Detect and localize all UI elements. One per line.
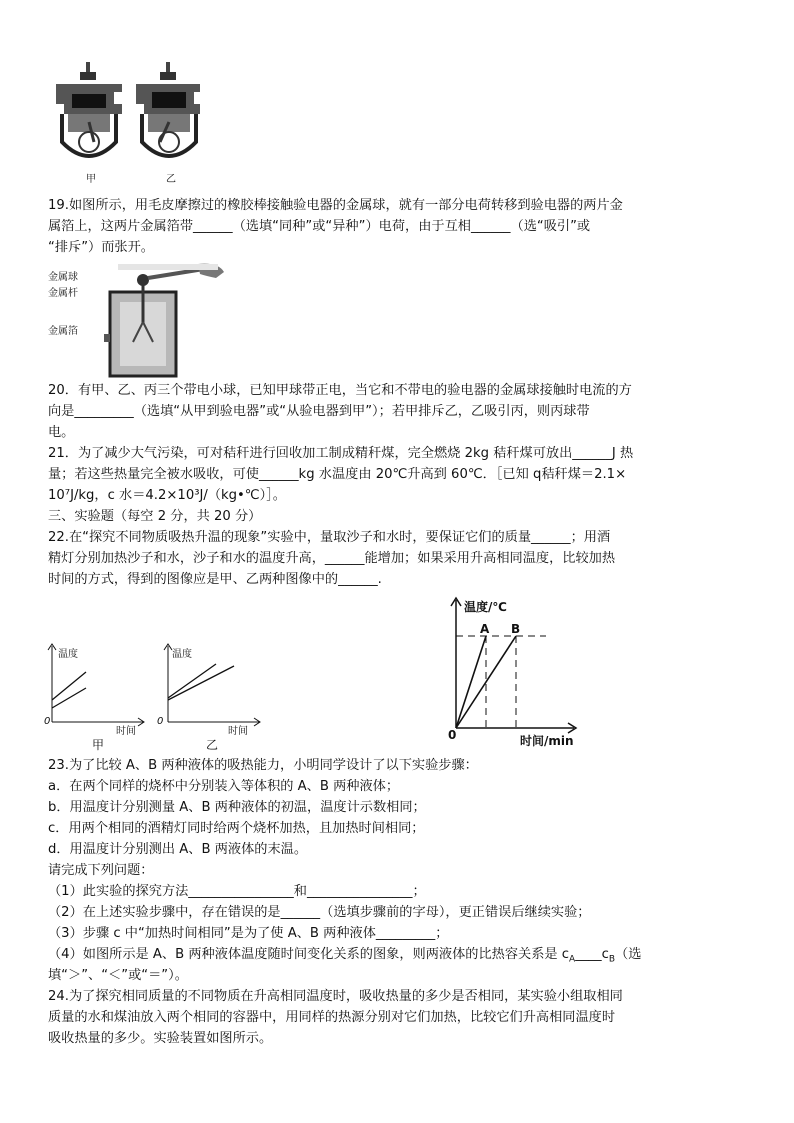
engine-right — [136, 62, 200, 156]
q23-sub-3: （3）步骤 c 中“加热时间相同”是为了使 A、B 两种液体_________； — [48, 926, 449, 941]
graph-yi-origin: 0 — [157, 716, 164, 727]
q21-line-2: 量；若这些热量完全被水吸收，可使______kg 水温度由 20℃升高到 60℃．［已知 q秸秆煤＝2.1× — [48, 467, 627, 482]
q23-sub-4-text: （4）如图所示是 A、B 两种液体温度随时间变化关系的图象，则两液体的比热容关系是 c — [48, 947, 570, 962]
q23-sub-4-tail: （选 — [615, 947, 642, 962]
q22-line-2: 精灯分别加热沙子和水，沙子和水的温度升高，______能增加；如果采用升高相同温度，比较加热 — [48, 551, 616, 566]
q22-line-3: 时间的方式，得到的图像应是甲、乙两种图像中的______. — [48, 572, 382, 587]
q24-line-2: 质量的水和煤油放入两个相同的容器中，用同样的热源分别对它们加热，比较它们升高相同温度时 — [48, 1010, 616, 1025]
q23-sub-4-sub-a: A — [569, 954, 576, 965]
graph-ab-label-b: B — [511, 622, 521, 636]
graph-jia-line-shallow — [52, 688, 86, 708]
graph-jia — [36, 640, 156, 750]
graph-jia-caption: 甲 — [92, 738, 105, 752]
graph-yi — [152, 640, 272, 750]
q23-step-c: c．用两个相同的酒精灯同时给两个烧杯加热，且加热时间相同； — [48, 821, 425, 836]
engine-label-left: 甲 — [86, 174, 96, 185]
engine-label-right: 乙 — [166, 174, 176, 185]
graph-jia-origin: 0 — [44, 716, 51, 727]
graph-yi-xlabel: 时间 — [228, 726, 248, 737]
graph-ab-plot — [440, 594, 600, 744]
graph-ab-origin: 0 — [448, 728, 457, 742]
q23-sub-2: （2）在上述实验步骤中，存在错误的是______（选填步骤前的字母），更正错误后继续实验； — [48, 905, 591, 920]
q22-line-1: 22.在“探究不同物质吸热升温的现象”实验中，量取沙子和水时，要保证它们的质量______；用酒 — [48, 530, 611, 545]
engine-left — [56, 62, 122, 156]
q23-sub-4-mid: ____c — [575, 947, 609, 962]
q23-sub-4 — [48, 947, 641, 968]
q20-line-2: 向是_________（选填“从甲到验电器”或“从验电器到甲”）；若甲排斥乙，乙吸引丙，则丙球带 — [48, 404, 590, 419]
engine-diagrams — [50, 58, 200, 183]
graph-jia-ylabel: 温度 — [58, 649, 78, 660]
electroscope-label-foil: 金属箔 — [48, 326, 78, 337]
q23-step-d: d．用温度计分别测出 A、B 两液体的末温。 — [48, 842, 308, 857]
graph-yi-ylabel: 温度 — [172, 649, 192, 660]
graph-ab-ylabel: 温度/℃ — [464, 600, 507, 614]
graph-yi-caption: 乙 — [206, 738, 219, 752]
q21-line-3: 10⁷J/kg，c 水＝4.2×10³J/（kg•℃）］。 — [48, 488, 286, 503]
q23-step-a: a．在两个同样的烧杯中分别装入等体积的 A、B 两种液体； — [48, 779, 400, 794]
graph-jia-xlabel: 时间 — [116, 726, 136, 737]
graph-jia-line-steep — [52, 672, 86, 700]
electroscope-label-rod: 金属杆 — [48, 288, 78, 299]
q24-line-1: 24.为了探究相同质量的不同物质在升高相同温度时，吸收热量的多少是否相同，某实验小组取相同 — [48, 989, 623, 1004]
graph-yi-line-shallow — [168, 666, 234, 700]
electroscope-label-ball: 金属球 — [48, 272, 78, 283]
q23-sub-4-sub-b: B — [608, 954, 616, 965]
graph-yi-line-steep — [168, 664, 216, 698]
q23-intro: 23.为了比较 A、B 两种液体的吸热能力，小明同学设计了以下实验步骤： — [48, 758, 478, 773]
q24-line-3: 吸收热量的多少。实验装置如图所示。 — [48, 1031, 273, 1046]
graph-jia-plot — [36, 640, 156, 750]
q20-line-3: 电。 — [48, 425, 75, 440]
graph-ab-line-a — [456, 636, 486, 728]
q23-prompt: 请完成下列问题： — [48, 863, 154, 878]
section-3-title: 三、实验题（每空 2 分，共 20 分） — [48, 509, 262, 524]
q21-line-1: 21．为了减少大气污染，可对秸秆进行回收加工制成精秆煤，完全燃烧 2kg 秸秆煤可放出______J 热 — [48, 446, 634, 461]
q23-sub-4-line-2: 填“＞”、“＜”或“＝”）。 — [48, 968, 188, 983]
q23-step-b: b．用温度计分别测量 A、B 两种液体的初温，温度计示数相同； — [48, 800, 426, 815]
graph-ab-label-a: A — [480, 622, 490, 636]
q19-line-1: 19.如图所示，用毛皮摩擦过的橡胶棒接触验电器的金属球，就有一部分电荷转移到验电器的两片金 — [48, 198, 623, 213]
graph-yi-plot — [152, 640, 272, 750]
graph-ab-xlabel: 时间/min — [520, 734, 574, 748]
q23-sub-1: （1）此实验的探究方法________________和________________； — [48, 884, 426, 899]
q20-line-1: 20．有甲、乙、丙三个带电小球，已知甲球带正电，当它和不带电的验电器的金属球接触时电流的方 — [48, 383, 632, 398]
q19-line-3: “排斥”）而张开。 — [48, 240, 154, 255]
engine-figure — [50, 58, 200, 183]
graph-ab — [440, 594, 600, 744]
q19-line-2: 属箔上，这两片金属箔带______（选填“同种”或“异种”）电荷，由于互相______（选“吸引”或 — [48, 219, 591, 234]
